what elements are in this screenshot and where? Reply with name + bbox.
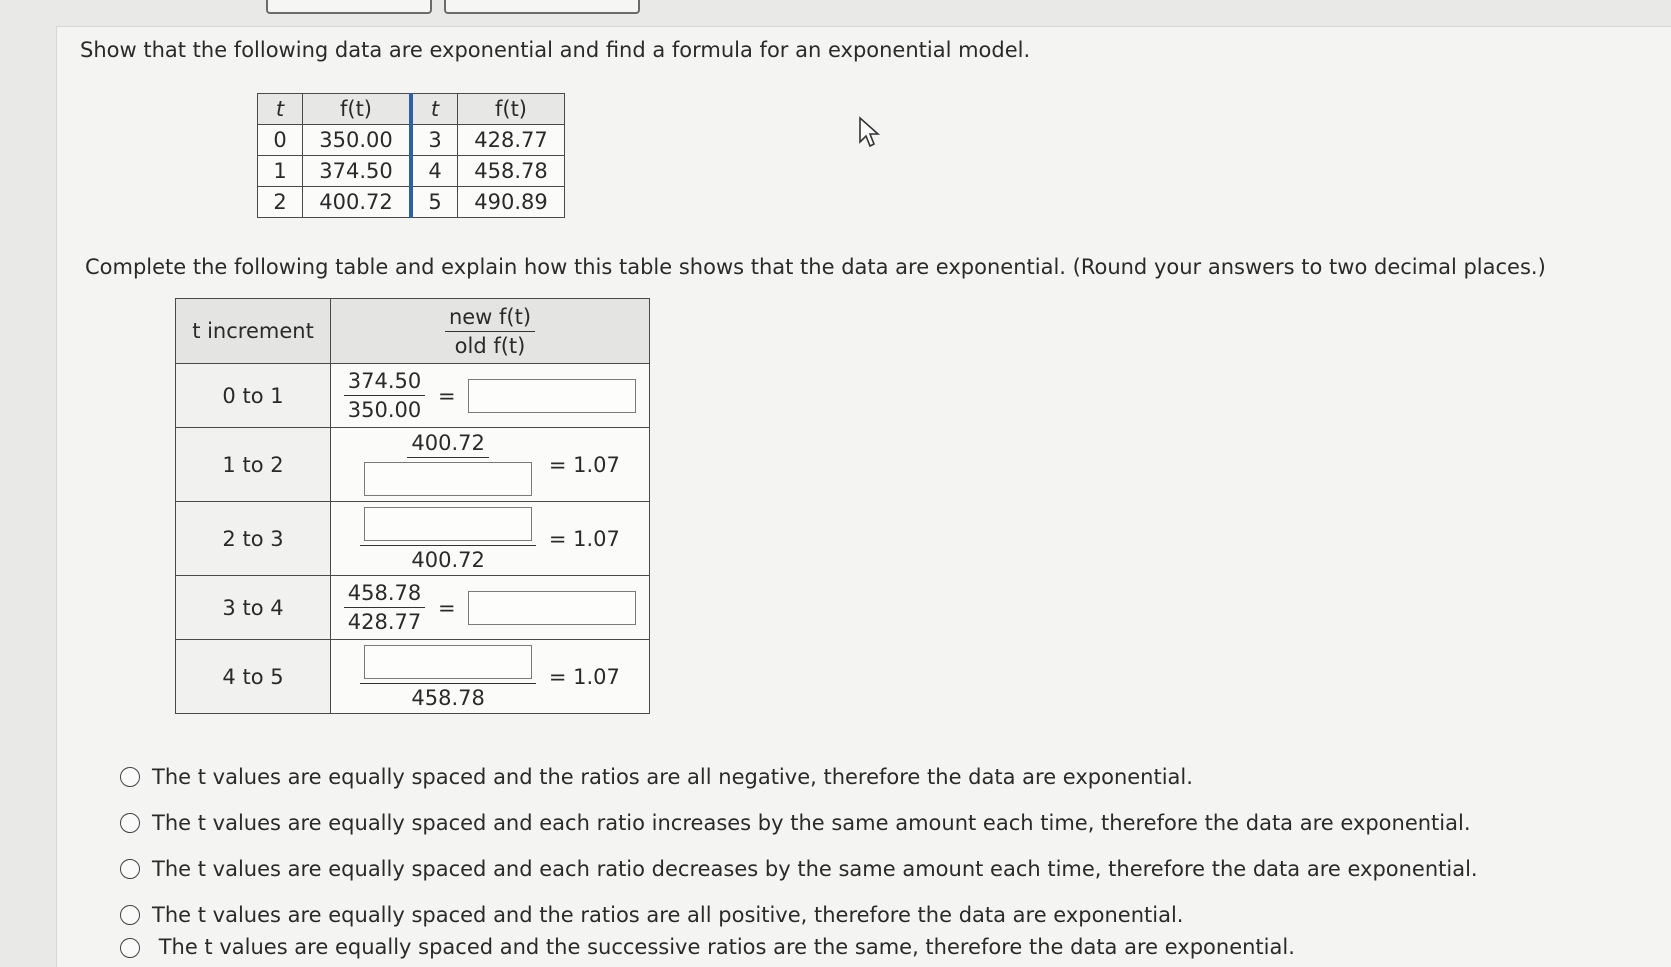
table-cell: 374.50 (303, 156, 412, 187)
denominator-input[interactable] (364, 462, 532, 496)
ratio-numerator: 400.72 (407, 431, 488, 458)
top-button-2[interactable] (444, 0, 640, 14)
header-ratio (331, 299, 650, 364)
choice-option-4[interactable] (120, 892, 1478, 938)
ratio-numerator: 374.50 (344, 369, 425, 396)
numerator-input[interactable] (364, 507, 532, 541)
ratio-numerator: 458.78 (344, 581, 425, 608)
ratio-table-header (176, 299, 650, 364)
header-ratio-fraction (445, 305, 535, 358)
radio-button[interactable] (120, 813, 140, 833)
table-row (176, 364, 650, 428)
ratio-answer-input[interactable] (468, 379, 636, 413)
increment-label: 1 to 2 (176, 428, 331, 502)
increment-label: 4 to 5 (176, 640, 331, 714)
choice-option-2[interactable] (120, 800, 1478, 846)
radio-button[interactable] (120, 767, 140, 787)
header-ft: f(t) (303, 94, 412, 125)
ratio-denominator: 400.72 (411, 548, 485, 572)
increment-label: 0 to 1 (176, 364, 331, 428)
table-cell: 458.78 (458, 156, 565, 187)
table-row (176, 640, 650, 714)
equals-sign: = (437, 595, 456, 620)
ratio-cell (331, 640, 650, 714)
table-cell: 4 (411, 156, 458, 187)
numerator-input[interactable] (364, 645, 532, 679)
table-cell: 1 (258, 156, 303, 187)
increment-label: 3 to 4 (176, 576, 331, 640)
ratio-numerator (360, 643, 536, 684)
top-button-1[interactable] (266, 0, 432, 14)
table-instructions: Complete the following table and explain how this table shows that the data are exponential. (Round your answers to two decimal places.) (85, 255, 1546, 279)
question-prompt: Show that the following data are exponential and find a formula for an exponential model. (80, 38, 1031, 62)
choice-label: The t values are equally spaced and each ratio decreases by the same amount each time, therefore the data are exponential. (152, 857, 1478, 881)
ratio-denominator: 428.77 (347, 610, 422, 634)
table-cell: 2 (258, 187, 303, 218)
ratio-fraction (360, 505, 536, 572)
ratio-table (175, 298, 650, 714)
header-t-increment (176, 299, 331, 364)
data-table-header (258, 94, 565, 125)
mouse-cursor-icon (858, 116, 882, 150)
ratio-cell (331, 428, 650, 502)
choice-label: The t values are equally spaced and each ratio increases by the same amount each time, therefore the data are exponential. (152, 811, 1471, 835)
ratio-fraction (360, 643, 536, 710)
ratio-denominator (360, 458, 536, 498)
choice-label: The t values are equally spaced and the ratios are all positive, therefore the data are exponential. (152, 903, 1184, 927)
table-cell: 400.72 (303, 187, 412, 218)
choice-label: The t values are equally spaced and the ratios are all negative, therefore the data are exponential. (152, 765, 1193, 789)
table-row (176, 428, 650, 502)
data-table (257, 93, 565, 218)
header-ft-2: f(t) (458, 94, 565, 125)
ratio-cell (331, 502, 650, 576)
table-cell: 428.77 (458, 125, 565, 156)
header-ratio-denominator: old f(t) (454, 333, 526, 358)
table-cell: 5 (411, 187, 458, 218)
table-row (258, 187, 565, 218)
ratio-result: = 1.07 (548, 526, 620, 551)
radio-button[interactable] (120, 905, 140, 925)
choice-option-5-partial[interactable] (120, 935, 1295, 959)
ratio-numerator (360, 505, 536, 546)
header-t: t (258, 94, 303, 125)
table-row (258, 125, 565, 156)
ratio-result: = 1.07 (548, 452, 620, 477)
choice-label: The t values are equally spaced and the successive ratios are the same, therefore the data are exponential. (158, 935, 1295, 959)
choice-option-3[interactable] (120, 846, 1478, 892)
radio-button[interactable] (120, 859, 140, 879)
table-cell: 3 (411, 125, 458, 156)
increment-label: 2 to 3 (176, 502, 331, 576)
ratio-cell (331, 364, 650, 428)
ratio-answer-input[interactable] (468, 591, 636, 625)
ratio-fraction (360, 431, 536, 498)
ratio-fraction (344, 369, 425, 422)
table-row (176, 576, 650, 640)
answer-choices (120, 754, 1478, 938)
ratio-cell (331, 576, 650, 640)
ratio-fraction (344, 581, 425, 634)
ratio-denominator: 350.00 (347, 398, 422, 422)
header-t-2: t (411, 94, 458, 125)
table-cell: 490.89 (458, 187, 565, 218)
header-ratio-numerator: new f(t) (445, 305, 535, 332)
ratio-denominator: 458.78 (411, 686, 485, 710)
table-cell: 350.00 (303, 125, 412, 156)
ratio-result: = 1.07 (548, 664, 620, 689)
equals-sign: = (437, 383, 456, 408)
table-row (176, 502, 650, 576)
table-row (258, 156, 565, 187)
choice-option-1[interactable] (120, 754, 1478, 800)
radio-button[interactable] (120, 938, 140, 958)
header-t-increment-label: t increment (192, 319, 314, 343)
table-cell: 0 (258, 125, 303, 156)
